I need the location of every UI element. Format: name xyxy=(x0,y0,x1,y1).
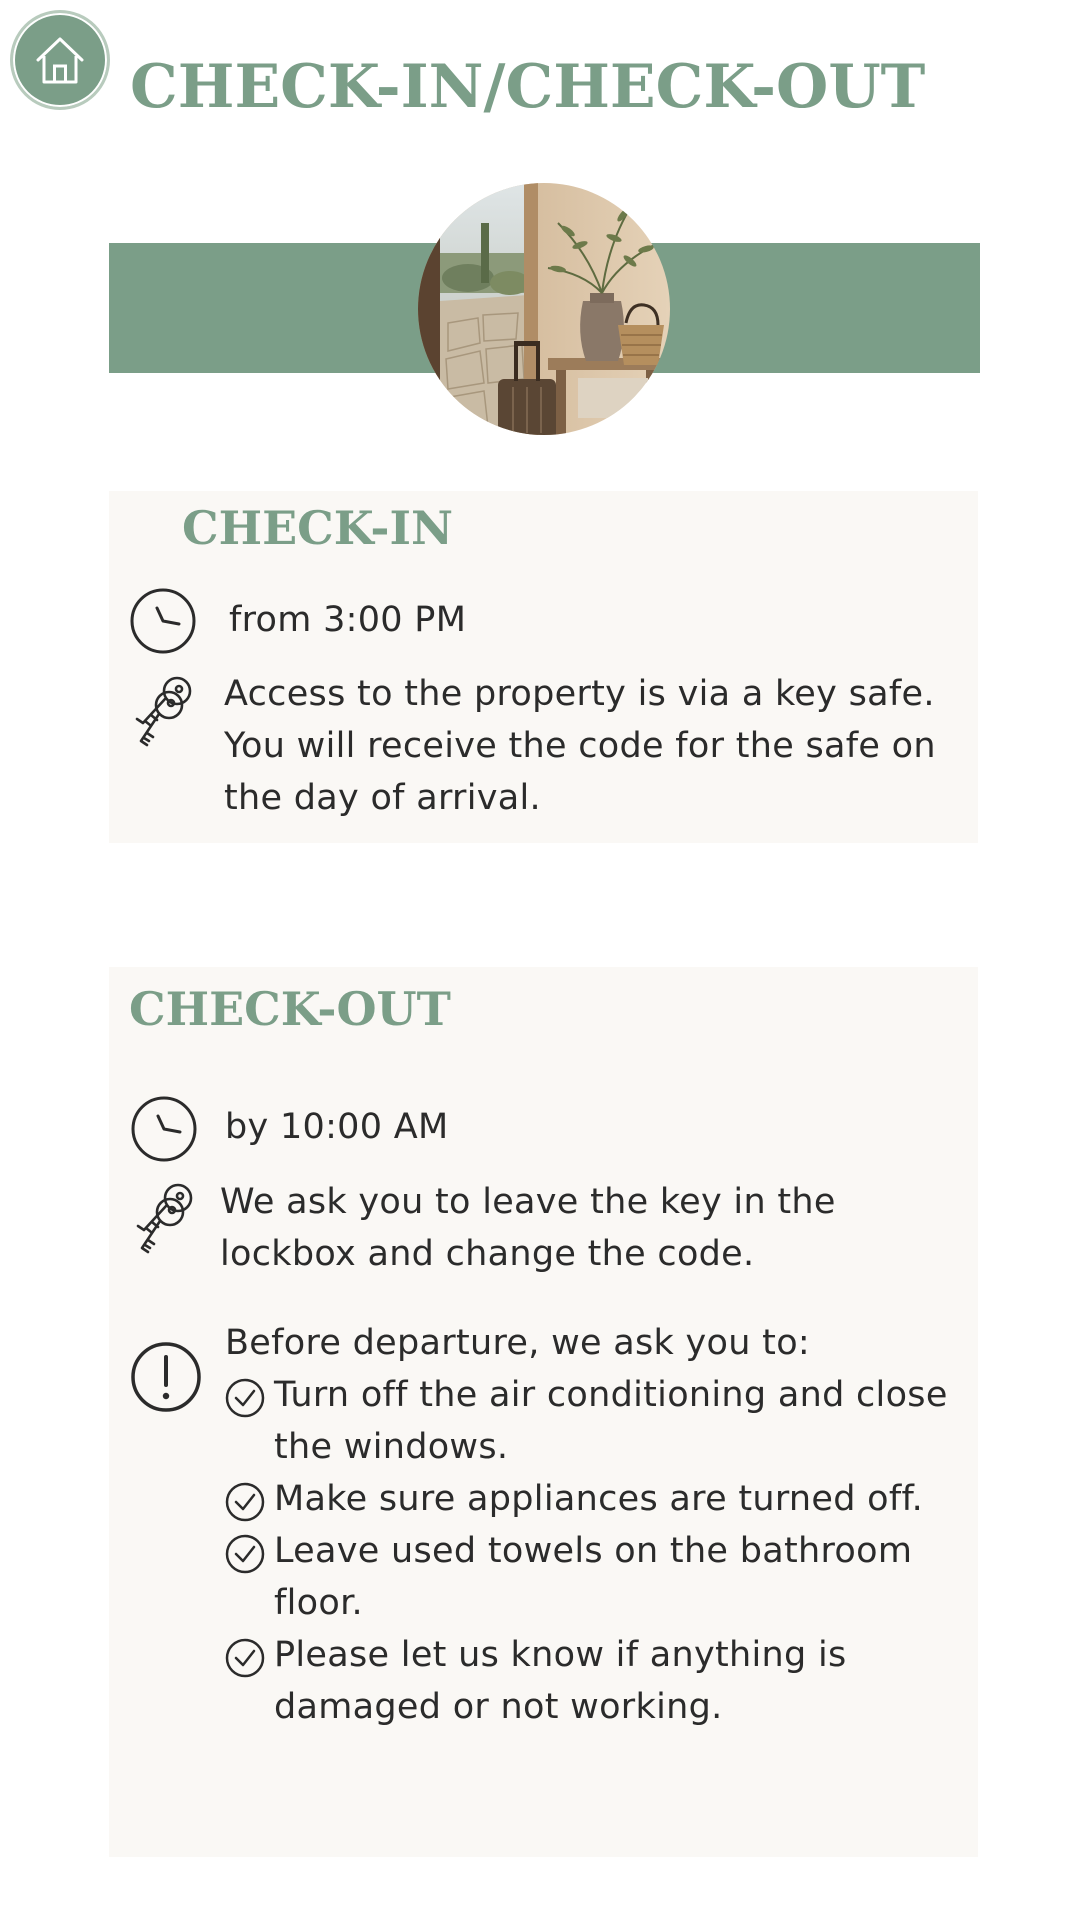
clock-icon xyxy=(129,587,197,655)
checkin-access-text: Access to the property is via a key safe. You will receive the code for the safe on the day of arrival. xyxy=(224,674,936,818)
exclamation-circle-icon xyxy=(130,1341,202,1413)
page-title: CHECK-IN/CHECK-OUT xyxy=(130,52,926,122)
checkin-title: CHECK-IN xyxy=(182,501,454,555)
clock-icon xyxy=(130,1095,198,1163)
checkout-card xyxy=(109,967,978,1857)
entrance-photo xyxy=(418,183,670,435)
checklist-item xyxy=(225,1369,985,1473)
checkout-key-text: We ask you to leave the key in the lockbox and change the code. xyxy=(220,1182,836,1274)
check-circle-icon xyxy=(225,1638,265,1678)
checklist-item-text: Make sure appliances are turned off. xyxy=(274,1479,924,1519)
checkin-card xyxy=(109,491,978,843)
checklist-item-text: Please let us know if anything is damaged or not working. xyxy=(274,1635,847,1727)
checklist-item-text: Leave used towels on the bathroom floor. xyxy=(274,1531,913,1623)
home-button[interactable] xyxy=(13,13,107,107)
keys-icon xyxy=(128,1182,200,1254)
check-circle-icon xyxy=(225,1534,265,1574)
check-circle-icon xyxy=(225,1378,265,1418)
keys-icon xyxy=(127,675,199,747)
checklist-item xyxy=(225,1525,985,1629)
checkout-time: by 10:00 AM xyxy=(225,1107,449,1147)
checkin-time: from 3:00 PM xyxy=(229,600,467,640)
checklist-item xyxy=(225,1473,985,1525)
check-circle-icon xyxy=(225,1482,265,1522)
before-departure-block xyxy=(225,1317,985,1733)
home-icon xyxy=(30,30,90,90)
checklist-item-text: Turn off the air conditioning and close the windows. xyxy=(274,1375,948,1467)
checkout-title: CHECK-OUT xyxy=(129,982,451,1036)
before-departure-intro: Before departure, we ask you to: xyxy=(225,1323,810,1363)
checklist-item xyxy=(225,1629,985,1733)
